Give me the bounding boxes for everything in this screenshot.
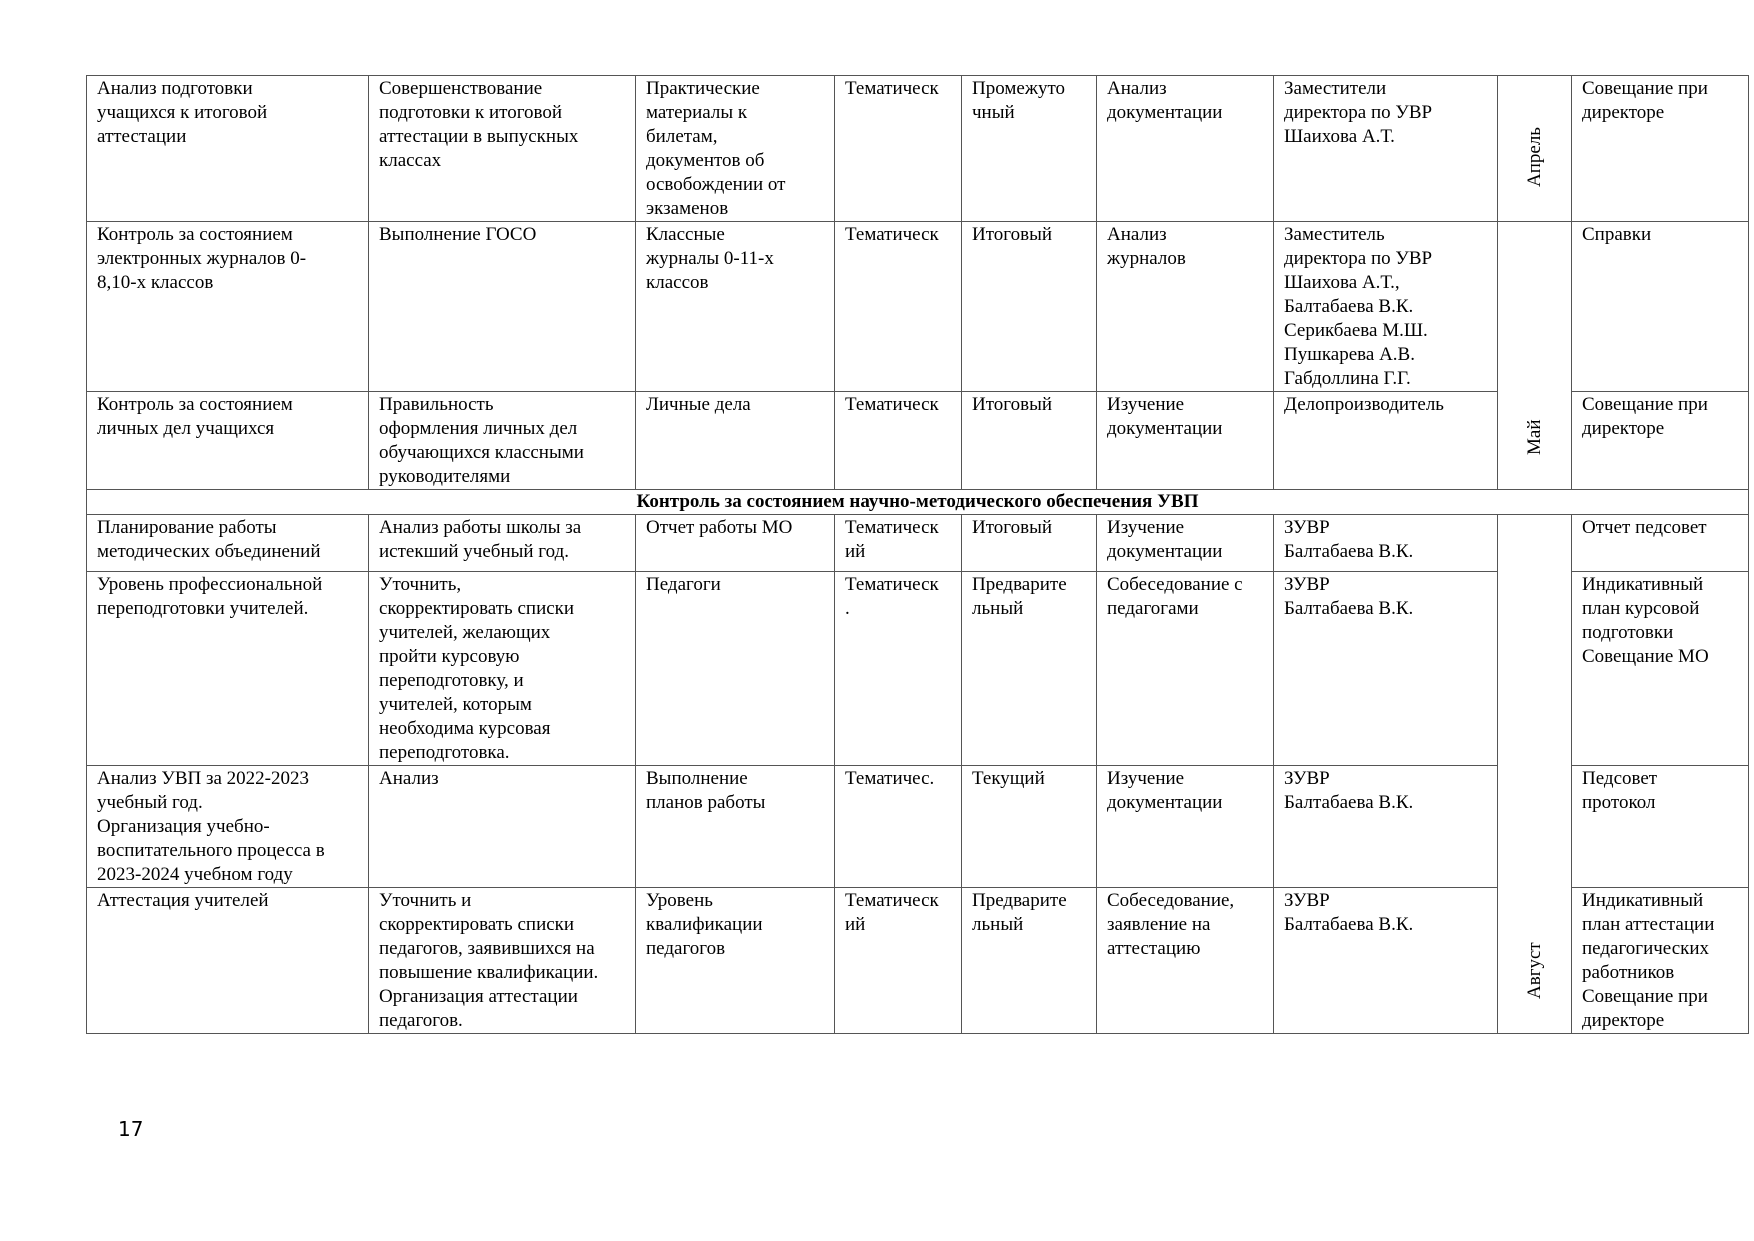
type-cell: Тематическ — [835, 222, 962, 392]
month-cell-april — [1498, 76, 1572, 222]
method-cell: Изучение документации — [1097, 392, 1274, 490]
object-cell: Личные дела — [636, 392, 835, 490]
result-cell: Индикативный план аттестации педагогических работников Совещание при директоре — [1572, 888, 1749, 1034]
kind-cell: Предварите льный — [962, 572, 1097, 766]
object-cell: Педагоги — [636, 572, 835, 766]
result-cell: Педсовет протокол — [1572, 766, 1749, 888]
responsible-cell: Заместитель директора по УВР Шаихова А.Т., Балтабаева В.К. Серикбаева М.Ш. Пушкарева А.В. Габдоллина Г.Г. — [1274, 222, 1498, 392]
section-header-row — [87, 490, 1749, 515]
month-label: Апрель — [1523, 127, 1545, 187]
type-cell: Тематичес. — [835, 766, 962, 888]
section-title: Контроль за состоянием научно-методического обеспечения УВП — [87, 490, 1749, 515]
month-label: Май — [1523, 419, 1545, 455]
method-cell: Изучение документации — [1097, 766, 1274, 888]
object-cell: Отчет работы МО — [636, 515, 835, 572]
method-cell: Собеседование с педагогами — [1097, 572, 1274, 766]
goal-cell: Уточнить и скорректировать списки педагогов, заявившихся на повышение квалификации. Организация аттестации педагогов. — [369, 888, 636, 1034]
responsible-cell: ЗУВР Балтабаева В.К. — [1274, 572, 1498, 766]
subject-cell: Уровень профессиональной переподготовки учителей. — [87, 572, 369, 766]
type-cell: Тематическ ий — [835, 888, 962, 1034]
kind-cell: Итоговый — [962, 392, 1097, 490]
goal-cell: Анализ — [369, 766, 636, 888]
type-cell: Тематическ — [835, 392, 962, 490]
responsible-cell: ЗУВР Балтабаева В.К. — [1274, 766, 1498, 888]
month-cell-may — [1498, 222, 1572, 490]
responsible-cell: Заместители директора по УВР Шаихова А.Т. — [1274, 76, 1498, 222]
table-row — [87, 222, 1749, 392]
subject-cell: Анализ подготовки учащихся к итоговой аттестации — [87, 76, 369, 222]
responsible-cell: Делопроизводитель — [1274, 392, 1498, 490]
type-cell: Тематическ — [835, 76, 962, 222]
kind-cell: Предварите льный — [962, 888, 1097, 1034]
result-cell: Отчет педсовет — [1572, 515, 1749, 572]
goal-cell: Совершенствование подготовки к итоговой аттестации в выпускных классах — [369, 76, 636, 222]
kind-cell: Промежуто чный — [962, 76, 1097, 222]
method-cell: Изучение документации — [1097, 515, 1274, 572]
result-cell: Индикативный план курсовой подготовки Совещание МО — [1572, 572, 1749, 766]
object-cell: Выполнение планов работы — [636, 766, 835, 888]
object-cell: Классные журналы 0-11-х классов — [636, 222, 835, 392]
goal-cell: Анализ работы школы за истекший учебный год. — [369, 515, 636, 572]
subject-cell: Контроль за состоянием личных дел учащихся — [87, 392, 369, 490]
kind-cell: Итоговый — [962, 515, 1097, 572]
table-row — [87, 515, 1749, 572]
kind-cell: Итоговый — [962, 222, 1097, 392]
month-label: Август — [1523, 942, 1545, 999]
method-cell: Анализ документации — [1097, 76, 1274, 222]
subject-cell: Контроль за состоянием электронных журналов 0- 8,10-х классов — [87, 222, 369, 392]
result-cell: Справки — [1572, 222, 1749, 392]
object-cell: Практические материалы к билетам, документов об освобождении от экзаменов — [636, 76, 835, 222]
subject-cell: Планирование работы методических объединений — [87, 515, 369, 572]
control-plan-table — [86, 75, 1749, 1034]
responsible-cell: ЗУВР Балтабаева В.К. — [1274, 515, 1498, 572]
object-cell: Уровень квалификации педагогов — [636, 888, 835, 1034]
kind-cell: Текущий — [962, 766, 1097, 888]
responsible-cell: ЗУВР Балтабаева В.К. — [1274, 888, 1498, 1034]
method-cell: Собеседование, заявление на аттестацию — [1097, 888, 1274, 1034]
method-cell: Анализ журналов — [1097, 222, 1274, 392]
goal-cell: Уточнить, скорректировать списки учителей, желающих пройти курсовую переподготовку, и учителей, которым необходима курсовая переподготовка. — [369, 572, 636, 766]
result-cell: Совещание при директоре — [1572, 392, 1749, 490]
subject-cell: Аттестация учителей — [87, 888, 369, 1034]
table-row — [87, 76, 1749, 222]
subject-cell: Анализ УВП за 2022-2023 учебный год. Организация учебно- воспитательного процесса в 2023-2024 учебном году — [87, 766, 369, 888]
goal-cell: Выполнение ГОСО — [369, 222, 636, 392]
result-cell: Совещание при директоре — [1572, 76, 1749, 222]
type-cell: Тематическ ий — [835, 515, 962, 572]
type-cell: Тематическ . — [835, 572, 962, 766]
month-cell-august — [1498, 515, 1572, 1034]
goal-cell: Правильность оформления личных дел обучающихся классными руководителями — [369, 392, 636, 490]
page-number: 17 — [118, 1117, 144, 1141]
